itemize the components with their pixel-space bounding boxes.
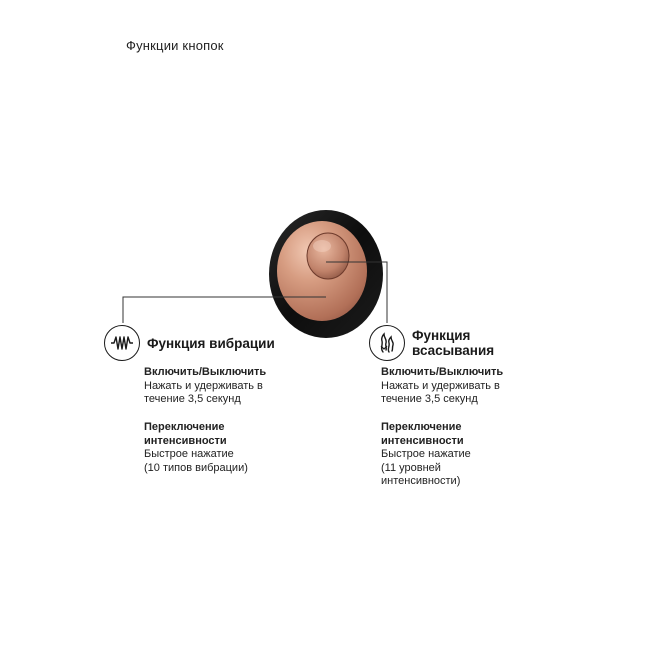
suction-function-title: Функция всасывания bbox=[412, 328, 495, 358]
suction-button bbox=[307, 233, 349, 279]
suction-function-header bbox=[369, 325, 494, 361]
suction-power-item bbox=[381, 366, 503, 407]
suction-intensity-text: Быстрое нажатие (11 уровней интенсивности) bbox=[381, 448, 471, 487]
suction-power-text: Нажать и удерживать в течение 3,5 секунд bbox=[381, 379, 500, 405]
vibration-wave-icon bbox=[104, 325, 140, 361]
vibration-power-text: Нажать и удерживать в течение 3,5 секунд bbox=[144, 379, 263, 405]
vibration-function-header bbox=[104, 325, 275, 361]
suction-intensity-item bbox=[381, 421, 471, 489]
vibration-intensity-text: Быстрое нажатие (10 типов вибрации) bbox=[144, 448, 248, 474]
vibration-power-heading: Включить/Выключить bbox=[144, 366, 267, 378]
vibration-intensity-item bbox=[144, 421, 248, 475]
suction-power-heading: Включить/Выключить bbox=[381, 366, 504, 378]
page-title: Функции кнопок bbox=[126, 38, 224, 53]
suction-intensity-heading: Переключение интенсивности bbox=[381, 421, 464, 447]
suction-flame-icon bbox=[369, 325, 405, 361]
suction-function bbox=[369, 325, 494, 361]
vibration-function bbox=[104, 325, 275, 361]
vibration-intensity-heading: Переключение интенсивности bbox=[144, 421, 227, 447]
vibration-power-item bbox=[144, 366, 266, 407]
vibration-function-title: Функция вибрации bbox=[147, 335, 275, 351]
